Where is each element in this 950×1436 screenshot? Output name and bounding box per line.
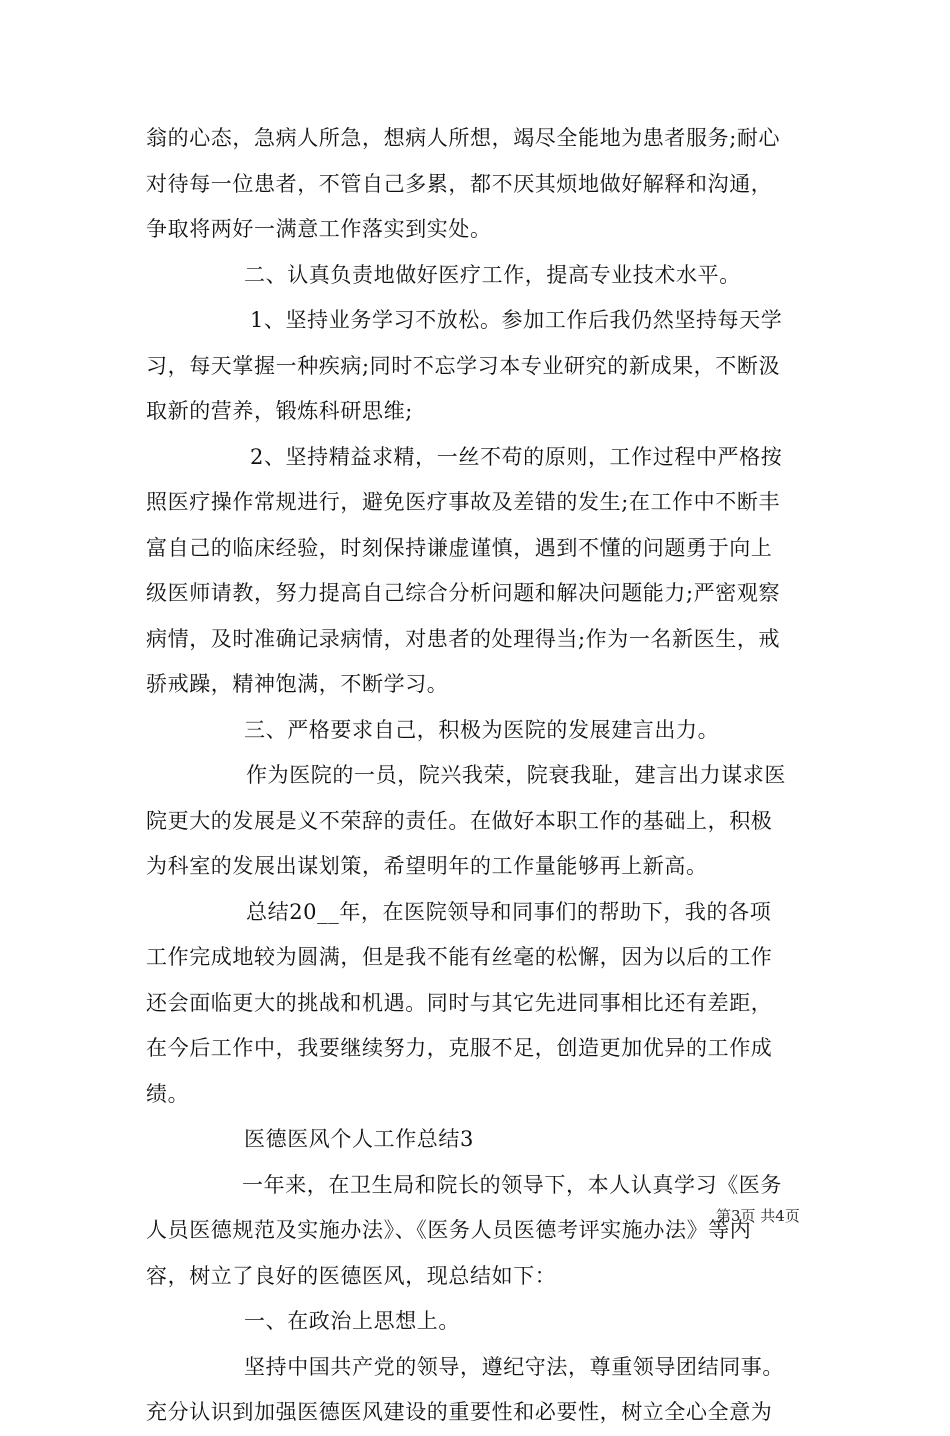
text-line: 医德医风个人工作总结3 <box>244 1127 474 1151</box>
text-line: 坚持中国共产党的领导，遵纪守法，尊重领导团结同事。 <box>244 1354 784 1379</box>
text-line: 在今后工作中，我要继续努力，克服不足，创造更加优异的工作成 <box>146 1036 773 1060</box>
text-line: 一年来，在卫生局和院长的领导下，本人认真学习《医务 <box>242 1172 782 1197</box>
text-line: 病情，及时准确记录病情，对患者的处理得当;作为一名新医生，戒 <box>146 626 781 651</box>
text-line: 2、坚持精益求精，一丝不苟的原则，工作过程中严格按 <box>250 444 783 469</box>
text-line: 翁的心态，急病人所急，想病人所想，竭尽全能地为患者服务;耐心 <box>146 126 781 150</box>
paragraph-summary <box>146 890 808 1118</box>
text-line: 绩。 <box>146 1081 190 1106</box>
text-line: 1、坚持业务学习不放松。参加工作后我仍然坚持每天学 <box>250 308 783 332</box>
text-line: 习，每天掌握一种疾病;同时不忘学习本专业研究的新成果，不断汲 <box>146 353 781 378</box>
section-heading-self-discipline <box>146 708 808 754</box>
text-line: 级医师请教，努力提高自己综合分析问题和解决问题能力;严密观察 <box>146 581 781 605</box>
text-line: 取新的营养，锻炼科研思维; <box>146 399 413 423</box>
text-line: 三、严格要求自己，积极为医院的发展建言出力。 <box>244 717 720 742</box>
text-line: 争取将两好一满意工作落实到实处。 <box>146 217 492 241</box>
page-number-footer: 第3页 共4页 <box>716 1207 800 1225</box>
text-line: 一、在政治上思想上。 <box>244 1309 460 1333</box>
text-line: 总结20__年，在医院领导和同事们的帮助下，我的各项 <box>246 899 772 924</box>
paragraph-continuation <box>146 116 808 253</box>
text-line: 对待每一位患者，不管自己多累，都不厌其烦地做好解释和沟通， <box>146 171 773 196</box>
text-line: 容，树立了良好的医德医风，现总结如下： <box>146 1263 557 1288</box>
text-line: 富自己的临床经验，时刻保持谦虚谨慎，遇到不懂的问题勇于向上 <box>146 535 773 560</box>
text-line: 二、认真负责地做好医疗工作，提高专业技术水平。 <box>244 262 741 287</box>
text-line: 为科室的发展出谋划策，希望明年的工作量能够再上新高。 <box>146 854 708 878</box>
text-line: 工作完成地较为圆满，但是我不能有丝毫的松懈，因为以后的工作 <box>146 945 773 969</box>
text-line: 还会面临更大的挑战和机遇。同时与其它先进同事相比还有差距， <box>146 990 773 1015</box>
text-line: 人员医德规范及实施办法》、《医务人员医德考评实施办法》等内 <box>146 1218 752 1242</box>
text-line: 骄戒躁，精神饱满，不断学习。 <box>146 672 449 696</box>
text-line: 充分认识到加强医德医风建设的重要性和必要性，树立全心全意为 <box>146 1400 773 1424</box>
text-line: 作为医院的一员，院兴我荣，院衰我耻，建言出力谋求医 <box>246 763 786 787</box>
text-line: 照医疗操作常规进行，避免医疗事故及差错的发生;在工作中不断丰 <box>146 490 781 514</box>
text-line: 院更大的发展是义不荣辞的责任。在做好本职工作的基础上，积极 <box>146 808 773 833</box>
section-heading-medical-work <box>146 253 808 299</box>
paragraph-study <box>146 298 808 435</box>
document-body <box>146 116 808 1436</box>
paragraph-intro <box>146 1163 808 1300</box>
paragraph-hospital-member <box>146 753 808 890</box>
paragraph-party-leadership <box>146 1345 808 1436</box>
section-heading-politics <box>146 1299 808 1345</box>
document-subtitle <box>146 1117 808 1163</box>
paragraph-precision <box>146 435 808 708</box>
